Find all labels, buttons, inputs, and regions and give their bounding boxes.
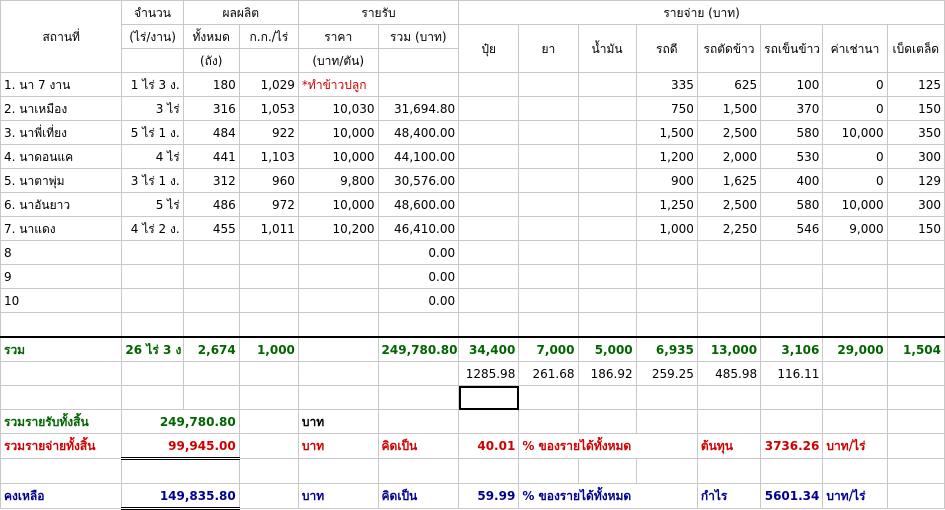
table-row — [1, 169, 945, 193]
row-medicine[interactable] — [519, 193, 578, 217]
cell[interactable] — [636, 410, 697, 434]
row-harvester[interactable]: 1,500 — [697, 97, 760, 121]
row-yield-total[interactable]: 312 — [183, 169, 239, 193]
row-yield-per-rai[interactable]: 1,011 — [239, 217, 298, 241]
header-tractor[interactable]: รถดี — [636, 25, 697, 73]
row-rent[interactable]: 10,000 — [823, 193, 887, 217]
cell[interactable] — [887, 362, 944, 386]
cell[interactable] — [183, 386, 239, 410]
row-misc[interactable]: 150 — [887, 97, 944, 121]
row-misc[interactable]: 300 — [887, 193, 944, 217]
row-yield-total[interactable]: 486 — [183, 193, 239, 217]
summary-profit-unit[interactable]: บาท/ไร่ — [823, 484, 887, 509]
row-oil[interactable] — [578, 121, 636, 145]
row-transport[interactable] — [761, 241, 823, 265]
row-yield-per-rai[interactable]: 1,053 — [239, 97, 298, 121]
row-medicine[interactable] — [519, 145, 578, 169]
summary-remain-value[interactable]: 149,835.80 — [122, 484, 239, 509]
row-yield-per-rai[interactable]: 972 — [239, 193, 298, 217]
cell[interactable] — [239, 386, 298, 410]
row-price[interactable]: 10,000 — [298, 193, 378, 217]
row-name[interactable]: 5. นาตาพุ่ม — [1, 169, 122, 193]
cell[interactable] — [887, 484, 944, 509]
cell[interactable] — [122, 313, 183, 338]
row-harvester[interactable]: 2,500 — [697, 193, 760, 217]
row-misc[interactable]: 350 — [887, 121, 944, 145]
cell[interactable] — [761, 386, 823, 410]
cell[interactable] — [183, 362, 239, 386]
row-tractor[interactable]: 1,250 — [636, 193, 697, 217]
blank-row — [1, 386, 945, 410]
row-transport[interactable]: 580 — [761, 193, 823, 217]
row-tractor[interactable] — [636, 265, 697, 289]
row-price[interactable]: 10,200 — [298, 217, 378, 241]
cell[interactable] — [239, 410, 298, 434]
row-tractor[interactable]: 1,000 — [636, 217, 697, 241]
row-harvester[interactable] — [697, 265, 760, 289]
row-misc[interactable]: 129 — [887, 169, 944, 193]
row-area[interactable]: 4 ไร่ — [122, 145, 183, 169]
totals-label[interactable]: รวม — [1, 337, 122, 362]
row-yield-per-rai[interactable]: 922 — [239, 121, 298, 145]
per-rai-harvester[interactable]: 485.98 — [697, 362, 760, 386]
header-rent[interactable]: ค่าเช่านา — [823, 25, 887, 73]
summary-income-row — [1, 410, 945, 434]
row-transport[interactable]: 370 — [761, 97, 823, 121]
cell[interactable] — [298, 362, 378, 386]
table-row — [1, 289, 945, 313]
summary-cost-value[interactable]: 3736.26 — [761, 434, 823, 459]
header-fertilizer[interactable]: ปุ๋ย — [459, 25, 519, 73]
per-rai-medicine[interactable]: 261.68 — [519, 362, 578, 386]
row-medicine[interactable] — [519, 169, 578, 193]
header-price-unit[interactable]: (บาท/ตัน) — [298, 49, 378, 73]
row-price[interactable]: 10,000 — [298, 145, 378, 169]
cell[interactable] — [1, 313, 122, 338]
header-misc[interactable]: เบ็ดเตล็ด — [887, 25, 944, 73]
per-rai-oil[interactable]: 186.92 — [578, 362, 636, 386]
cell[interactable] — [578, 313, 636, 338]
row-misc[interactable]: 300 — [887, 145, 944, 169]
row-rent[interactable]: 0 — [823, 73, 887, 97]
cell[interactable] — [459, 410, 519, 434]
cell[interactable] — [887, 313, 944, 338]
row-tractor[interactable] — [636, 241, 697, 265]
row-medicine[interactable] — [519, 265, 578, 289]
summary-remain-row — [1, 484, 945, 509]
summary-remain-baht[interactable]: บาท — [298, 484, 378, 509]
cell[interactable] — [378, 362, 459, 386]
row-yield-total[interactable] — [183, 265, 239, 289]
row-harvester[interactable]: 2,250 — [697, 217, 760, 241]
row-yield-total[interactable]: 484 — [183, 121, 239, 145]
cell[interactable] — [578, 410, 636, 434]
row-harvester[interactable]: 2,500 — [697, 121, 760, 145]
summary-remain-pct-text[interactable]: % ของรายได้ทั้งหมด — [519, 484, 698, 509]
cell[interactable] — [122, 386, 183, 410]
row-yield-total[interactable]: 316 — [183, 97, 239, 121]
row-medicine[interactable] — [519, 217, 578, 241]
row-yield-per-rai[interactable] — [239, 265, 298, 289]
totals-yield[interactable]: 2,674 — [183, 337, 239, 362]
row-misc[interactable]: 150 — [887, 217, 944, 241]
row-oil[interactable] — [578, 145, 636, 169]
row-transport[interactable]: 580 — [761, 121, 823, 145]
row-rent[interactable]: 0 — [823, 169, 887, 193]
cell[interactable] — [887, 410, 944, 434]
row-misc[interactable]: 125 — [887, 73, 944, 97]
row-medicine[interactable] — [519, 241, 578, 265]
cell[interactable] — [298, 459, 378, 484]
row-tractor[interactable] — [636, 289, 697, 313]
row-harvester[interactable] — [697, 289, 760, 313]
row-yield-total[interactable]: 180 — [183, 73, 239, 97]
totals-price[interactable] — [298, 337, 378, 362]
cell[interactable] — [298, 313, 378, 338]
cell[interactable] — [239, 313, 298, 338]
row-harvester[interactable]: 1,625 — [697, 169, 760, 193]
table-row — [1, 73, 945, 97]
row-oil[interactable] — [578, 97, 636, 121]
totals-area[interactable]: 26 ไร่ 3 ง — [122, 337, 183, 362]
header-empty[interactable] — [122, 49, 183, 73]
row-income[interactable]: 44,100.00 — [378, 145, 459, 169]
row-fertilizer[interactable] — [459, 121, 519, 145]
row-area[interactable]: 3 ไร่ — [122, 97, 183, 121]
cell[interactable] — [823, 313, 887, 338]
row-name[interactable]: 9 — [1, 265, 122, 289]
header-price[interactable]: ราคา — [298, 25, 378, 49]
row-yield-total[interactable]: 441 — [183, 145, 239, 169]
cell[interactable] — [761, 410, 823, 434]
row-yield-total[interactable]: 455 — [183, 217, 239, 241]
row-income[interactable]: 0.00 — [378, 289, 459, 313]
cell[interactable] — [519, 459, 578, 484]
row-name[interactable]: 4. นาดอนแค — [1, 145, 122, 169]
row-medicine[interactable] — [519, 73, 578, 97]
row-fertilizer[interactable] — [459, 193, 519, 217]
summary-income-label[interactable]: รวมรายรับทั้งสิ้น — [1, 410, 122, 434]
header-harvester[interactable]: รถตัดข้าว — [697, 25, 760, 73]
header-yield-total-unit[interactable]: (ถัง) — [183, 49, 239, 73]
cell[interactable] — [823, 362, 887, 386]
cell[interactable] — [887, 434, 944, 459]
row-income[interactable]: 31,694.80 — [378, 97, 459, 121]
row-name[interactable]: 1. นา 7 งาน — [1, 73, 122, 97]
row-yield-per-rai[interactable] — [239, 241, 298, 265]
row-misc[interactable] — [887, 241, 944, 265]
row-misc[interactable] — [887, 265, 944, 289]
totals-fertilizer[interactable]: 34,400 — [459, 337, 519, 362]
row-rent[interactable] — [823, 265, 887, 289]
summary-expense-pct-text[interactable]: % ของรายได้ทั้งหมด — [519, 434, 698, 459]
summary-expense-row — [1, 434, 945, 459]
summary-remain-label[interactable]: คงเหลือ — [1, 484, 122, 509]
cell[interactable] — [519, 410, 578, 434]
summary-expense-value[interactable]: 99,945.00 — [122, 434, 239, 459]
row-transport[interactable]: 530 — [761, 145, 823, 169]
row-oil[interactable] — [578, 241, 636, 265]
row-income[interactable]: 48,400.00 — [378, 121, 459, 145]
cell[interactable] — [887, 386, 944, 410]
row-tractor[interactable]: 1,200 — [636, 145, 697, 169]
row-area[interactable]: 1 ไร่ 3 ง. — [122, 73, 183, 97]
per-rai-tractor[interactable]: 259.25 — [636, 362, 697, 386]
row-oil[interactable] — [578, 193, 636, 217]
row-income[interactable]: 46,410.00 — [378, 217, 459, 241]
row-transport[interactable] — [761, 265, 823, 289]
row-fertilizer[interactable] — [459, 97, 519, 121]
summary-expense-label[interactable]: รวมรายจ่ายทั้งสิ้น — [1, 434, 122, 459]
row-yield-per-rai[interactable]: 1,029 — [239, 73, 298, 97]
row-misc[interactable] — [887, 289, 944, 313]
row-medicine[interactable] — [519, 121, 578, 145]
cell[interactable] — [636, 459, 697, 484]
row-oil[interactable] — [578, 73, 636, 97]
cell[interactable] — [459, 459, 519, 484]
row-income[interactable]: 30,576.00 — [378, 169, 459, 193]
row-fertilizer[interactable] — [459, 73, 519, 97]
row-price[interactable]: 10,000 — [298, 121, 378, 145]
row-income[interactable]: 48,600.00 — [378, 193, 459, 217]
summary-expense-baht[interactable]: บาท — [298, 434, 378, 459]
row-area[interactable]: 3 ไร่ 1 ง. — [122, 169, 183, 193]
cell[interactable] — [519, 386, 578, 410]
totals-tractor[interactable]: 6,935 — [636, 337, 697, 362]
cell[interactable] — [183, 313, 239, 338]
spacer-row — [1, 313, 945, 338]
row-name[interactable]: 10 — [1, 289, 122, 313]
row-area[interactable]: 4 ไร่ 2 ง. — [122, 217, 183, 241]
cell[interactable] — [697, 410, 760, 434]
header-transport[interactable]: รถเข็นข้าว — [761, 25, 823, 73]
totals-misc[interactable]: 1,504 — [887, 337, 944, 362]
header-amount[interactable]: จำนวน — [122, 1, 183, 25]
row-rent[interactable]: 10,000 — [823, 121, 887, 145]
row-area[interactable]: 5 ไร่ — [122, 193, 183, 217]
cell[interactable] — [122, 362, 183, 386]
row-fertilizer[interactable] — [459, 289, 519, 313]
cell[interactable] — [636, 386, 697, 410]
row-yield-per-rai[interactable]: 960 — [239, 169, 298, 193]
row-medicine[interactable] — [519, 289, 578, 313]
cell[interactable] — [378, 386, 459, 410]
cell[interactable] — [378, 410, 459, 434]
row-area[interactable]: 5 ไร่ 1 ง. — [122, 121, 183, 145]
header-empty[interactable] — [378, 49, 459, 73]
cell[interactable] — [239, 484, 298, 509]
cell[interactable] — [1, 362, 122, 386]
table-row — [1, 121, 945, 145]
table-row — [1, 97, 945, 121]
row-price[interactable]: *ทำข้าวปลูก — [298, 73, 378, 97]
header-income-total[interactable]: รวม (บาท) — [378, 25, 459, 49]
totals-oil[interactable]: 5,000 — [578, 337, 636, 362]
row-name[interactable]: 7. นาแดง — [1, 217, 122, 241]
row-oil[interactable] — [578, 289, 636, 313]
row-tractor[interactable]: 1,500 — [636, 121, 697, 145]
row-tractor[interactable]: 335 — [636, 73, 697, 97]
totals-income[interactable]: 249,780.80 — [378, 337, 459, 362]
row-area[interactable] — [122, 265, 183, 289]
row-fertilizer[interactable] — [459, 169, 519, 193]
cell[interactable] — [519, 313, 578, 338]
cell[interactable] — [823, 386, 887, 410]
row-area[interactable] — [122, 289, 183, 313]
row-name[interactable]: 6. นาอันยาว — [1, 193, 122, 217]
row-price[interactable]: 10,030 — [298, 97, 378, 121]
header-yield-total[interactable]: ทั้งหมด — [183, 25, 239, 49]
totals-transport[interactable]: 3,106 — [761, 337, 823, 362]
table-row — [1, 145, 945, 169]
row-tractor[interactable]: 900 — [636, 169, 697, 193]
cell[interactable] — [298, 386, 378, 410]
row-transport[interactable] — [761, 289, 823, 313]
summary-remain-pct[interactable]: 59.99 — [459, 484, 519, 509]
row-harvester[interactable]: 2,000 — [697, 145, 760, 169]
row-fertilizer[interactable] — [459, 265, 519, 289]
cell[interactable] — [761, 459, 823, 484]
row-yield-total[interactable] — [183, 241, 239, 265]
summary-profit-value[interactable]: 5601.34 — [761, 484, 823, 509]
row-price[interactable] — [298, 289, 378, 313]
row-medicine[interactable] — [519, 97, 578, 121]
cell[interactable] — [239, 362, 298, 386]
row-oil[interactable] — [578, 265, 636, 289]
row-oil[interactable] — [578, 217, 636, 241]
row-fertilizer[interactable] — [459, 217, 519, 241]
table-row — [1, 265, 945, 289]
row-name[interactable]: 3. นาพี่เที่ยง — [1, 121, 122, 145]
header-income[interactable]: รายรับ — [298, 1, 458, 25]
row-price[interactable]: 9,800 — [298, 169, 378, 193]
summary-profit-label[interactable]: กำไร — [697, 484, 760, 509]
row-transport[interactable]: 546 — [761, 217, 823, 241]
row-fertilizer[interactable] — [459, 241, 519, 265]
row-harvester[interactable] — [697, 241, 760, 265]
header-row-2 — [1, 25, 945, 49]
per-rai-row — [1, 362, 945, 386]
cell[interactable] — [823, 459, 887, 484]
totals-rent[interactable]: 29,000 — [823, 337, 887, 362]
table-row — [1, 241, 945, 265]
cell[interactable] — [823, 410, 887, 434]
row-rent[interactable]: 0 — [823, 97, 887, 121]
summary-cost-label[interactable]: ต้นทุน — [697, 434, 760, 459]
cell[interactable] — [887, 459, 944, 484]
cell[interactable] — [122, 459, 239, 484]
header-amount-unit[interactable]: (ไร่/งาน) — [122, 25, 183, 49]
row-income[interactable]: 0.00 — [378, 265, 459, 289]
row-transport[interactable]: 400 — [761, 169, 823, 193]
cell[interactable] — [239, 434, 298, 459]
row-income[interactable] — [378, 73, 459, 97]
header-yield-per-rai[interactable]: ก.ก./ไร่ — [239, 25, 298, 49]
summary-income-value[interactable]: 249,780.80 — [122, 410, 239, 434]
row-name[interactable]: 2. นาเหมือง — [1, 97, 122, 121]
row-area[interactable] — [122, 241, 183, 265]
row-tractor[interactable]: 750 — [636, 97, 697, 121]
table-row — [1, 193, 945, 217]
row-harvester[interactable]: 625 — [697, 73, 760, 97]
per-rai-fertilizer[interactable]: 1285.98 — [459, 362, 519, 386]
row-fertilizer[interactable] — [459, 145, 519, 169]
summary-expense-pct[interactable]: 40.01 — [459, 434, 519, 459]
per-rai-transport[interactable]: 116.11 — [761, 362, 823, 386]
cell[interactable] — [697, 313, 760, 338]
header-station[interactable]: สถานที่ — [1, 1, 122, 73]
header-medicine[interactable]: ยา — [519, 25, 578, 73]
row-name[interactable]: 8 — [1, 241, 122, 265]
row-price[interactable] — [298, 241, 378, 265]
cell[interactable] — [578, 459, 636, 484]
cell[interactable] — [1, 386, 122, 410]
header-empty[interactable] — [239, 49, 298, 73]
row-rent[interactable]: 0 — [823, 145, 887, 169]
header-expense[interactable]: รายจ่าย (บาท) — [459, 1, 945, 25]
summary-cost-unit[interactable]: บาท/ไร่ — [823, 434, 887, 459]
totals-medicine[interactable]: 7,000 — [519, 337, 578, 362]
row-rent[interactable]: 9,000 — [823, 217, 887, 241]
cell[interactable] — [1, 459, 122, 484]
summary-remain-ratio-label[interactable]: คิดเป็น — [378, 484, 459, 509]
cell[interactable] — [636, 313, 697, 338]
row-price[interactable] — [298, 265, 378, 289]
cell[interactable] — [697, 459, 760, 484]
cell[interactable] — [761, 313, 823, 338]
table-row — [1, 217, 945, 241]
cell[interactable] — [378, 313, 459, 338]
spacer-row — [1, 459, 945, 484]
summary-expense-ratio-label[interactable]: คิดเป็น — [378, 434, 459, 459]
row-oil[interactable] — [578, 169, 636, 193]
row-transport[interactable]: 100 — [761, 73, 823, 97]
selected-cell[interactable] — [459, 386, 519, 410]
header-oil[interactable]: น้ำมัน — [578, 25, 636, 73]
cell[interactable] — [239, 459, 298, 484]
row-yield-per-rai[interactable] — [239, 289, 298, 313]
header-row-1 — [1, 1, 945, 25]
summary-income-baht[interactable]: บาท — [298, 410, 378, 434]
cell[interactable] — [697, 386, 760, 410]
totals-harvester[interactable]: 13,000 — [697, 337, 760, 362]
row-yield-per-rai[interactable]: 1,103 — [239, 145, 298, 169]
cell[interactable] — [578, 386, 636, 410]
header-yield[interactable]: ผลผลิต — [183, 1, 298, 25]
cell[interactable] — [378, 459, 459, 484]
totals-per-rai[interactable]: 1,000 — [239, 337, 298, 362]
row-income[interactable]: 0.00 — [378, 241, 459, 265]
row-rent[interactable] — [823, 241, 887, 265]
cell[interactable] — [459, 313, 519, 338]
row-rent[interactable] — [823, 289, 887, 313]
totals-row — [1, 337, 945, 362]
row-yield-total[interactable] — [183, 289, 239, 313]
